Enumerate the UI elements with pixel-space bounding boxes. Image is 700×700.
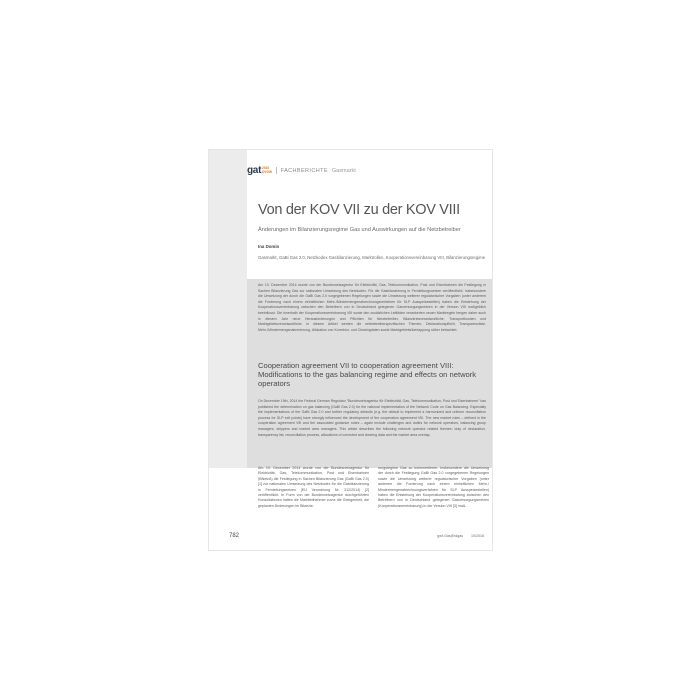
- article-subtitle: Änderungen im Bilanzierungsregime Gas und Auswirkungen auf die Netzbetreiber: [258, 227, 461, 233]
- header-divider: [276, 167, 277, 174]
- header-subcategory: Gasmarkt: [331, 167, 356, 174]
- abstract-english: On December 19th, 2014 the Federal German Regulator "Bundesnetzagentur für Elektrizität, Gas, Telekommunikation, Post und Eisenbahnen" has published the determination on gas balancing (GaBi Gas 2.0) for the national implementation of the Network Code on Gas Balancing. Especially the implementations of the GaBi Gas 2.0 and further regulatory defaults (e.g. the default to implement a harmonized and uniform reconciliation process for SLP exit points) have strongly influenced the development of the cooperation agreement VIII. The new market rules – defined in the cooperation agreement VIII and the associated guidance notes – again include challenges and duties for network operators, balancing group managers, shippers and market area managers. This article describes the following network operator related themes: duty of declaration, transparency list, reconciliation process, allocations of corrected and clearing data and the market area overlap.: [258, 399, 486, 437]
- article-page: [209, 150, 492, 550]
- header-category: FACHBERICHTE: [280, 167, 328, 174]
- body-column-1: Am 19. Dezember 2014 wurde von der Bundesnetzagentur für Elektrizität, Gas, Telekommunikation, Post und Eisenbahnen (BNetzA) die Festlegung in Sachen Bilanzierung Gas (GaBi Gas 2.0) [1] zur nationalen Umsetzung des Netzkodex für die Gasbilanzierung in Fernleitungsnetzen (EU Verordnung Nr. 312/2014) [2] veröffentlicht. In Form von der Bundesnetzagentur durchgeführten Konsultationen hatten die Marktteilnehmer zuvor die Gelegenheit, die geplanten Änderungen im Bilanzie-: [258, 466, 369, 508]
- english-title: Cooperation agreement VII to cooperation agreement VIII: Modifications to the gas balancing regime and effects on network operators: [258, 361, 477, 388]
- footer-issue: 10/2016: [471, 534, 484, 538]
- margin-band: [209, 150, 247, 468]
- footer-journal: gwf-Gas|Erdgas: [437, 534, 463, 538]
- logo-subtext: 2016 DVGW: [262, 165, 273, 174]
- article-author: Ina Domin: [258, 244, 280, 249]
- logo-text: gat: [247, 165, 262, 176]
- page-header: [247, 165, 356, 176]
- journal-logo: [247, 165, 272, 176]
- abstract-german: Am 19. Dezember 2014 wurde von der Bundesnetzagentur für Elektrizität, Gas, Telekommunikation, Post und Eisenbahnen die Festlegung in Sachen Bilanzierung Gas zur nationalen Umsetzung des Netzkodex. Für die Gasbilanzierung in Fernleitungsnetzen veröffentlicht. Insbesondere die Umsetzung der durch die GaBi Gas 2.0 vorgegebenen Regelungen sowie die Umsetzung weiterer regulatorischer Vorgaben (unter anderem die Forderung nach einem einheitlichen Mehr-/Mindermengenabrechnungsverfahren für SLP Ausspeisestellen) haben die Entstehung der Kooperationsvereinbarung zwischen den Betreibern von in Deutschland gelegenen Gasversorgungsnetzen in der Version VIII maßgeblich beeinflusst. Die innerhalb der Kooperationsvereinbarung VIII sowie den zusätzlichen Leitfäden verankerten neuen Marktregeln bergen daher auch in diesem Jahr neue Herausforderungen und Pflichten für Netzbetreiber, Bilanzkreisverantwortliche, Transportkunden und Marktgebietsverantwortliche. In diesem Artikel werden die netzbetreiberspezifischen Themen, Deklarationspflicht, Transparenzliste, Mehr-/Mindermengenabrechnung, Allokation von Korrektur- und Clearingdaten sowie Marktgebietsüberlappung näher betrachtet.: [258, 283, 486, 332]
- page-footer: [437, 534, 484, 538]
- page-number: 782: [229, 533, 240, 539]
- article-title: Von der KOV VII zu der KOV VIII: [258, 202, 460, 218]
- body-column-2: rungsregime Gas zu kommentieren. Insbesondere die Umsetzung der durch die Festlegung GaBi Gas 2.0 vorgegebenen Regelungen sowie die Umsetzung weiterer regulatorischer Vorgaben (unter anderem die Forderung nach einem einheitlichen Mehr-/ Mindermengenabrechnungsverfahren für SLP Ausspeisestellen) haben die Entstehung der Kooperationsvereinbarung zwischen den Betreibern von in Deutschland gelegenen Gasversorgungsnetzen (Kooperationsvereinbarung) in der Version VIII [3] maß-: [378, 466, 489, 508]
- article-keywords: Gasmarkt, GaBi Gas 2.0, Netzkodex Gasbilanzierung, Marktrollen, Kooperationsvereinbarung VIII, Bilanzierungsregime: [258, 255, 486, 260]
